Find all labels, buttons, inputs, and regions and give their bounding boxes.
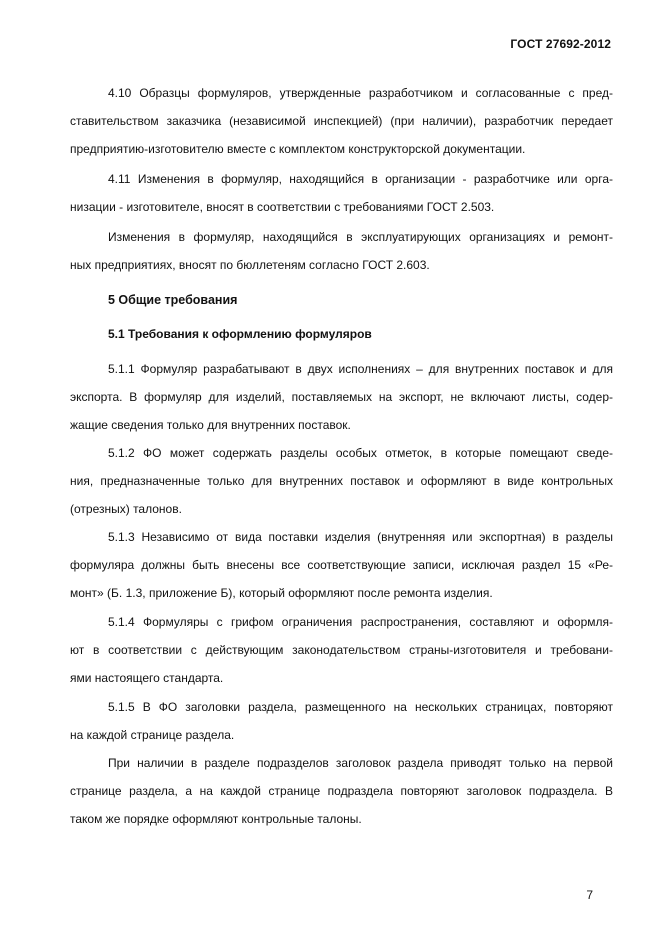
text-line: на каждой странице раздела.	[70, 728, 235, 742]
text-line: странице раздела, а на каждой странице подраздела повторяют заголовок подраздела. В	[70, 784, 613, 798]
text-line: 5.1.2 ФО может содержать разделы особых отметок, в которые помещают сведе-	[108, 446, 613, 460]
text-line: низации - изготовителе, вносят в соответствии с требованиями ГОСТ 2.503.	[70, 200, 495, 214]
text-line: предприятию-изготовителю вместе с комплектом конструкторской документации.	[70, 142, 526, 156]
text-line: экспорта. В формуляр для изделий, поставляемых на экспорт, не включают листы, содер-	[70, 390, 613, 404]
text-line: формуляра должны быть внесены все соответствующие записи, исключая раздел 15 «Ре-	[70, 558, 613, 572]
text-line: (отрезных) талонов.	[70, 502, 182, 516]
page-number: 7	[586, 888, 593, 902]
text-line: монт» (Б. 1.3, приложение Б), который оформляют после ремонта изделия.	[70, 586, 493, 600]
text-line: Изменения в формуляр, находящийся в эксплуатирующих организациях и ремонт-	[108, 230, 613, 244]
text-line: 4.11 Изменения в формуляр, находящийся в организации - разработчике или орга-	[108, 172, 613, 186]
section-heading: 5 Общие требования	[108, 293, 238, 307]
subsection-heading: 5.1 Требования к оформлению формуляров	[108, 327, 372, 341]
text-line: ют в соответствии с действующим законодательством страны-изготовителя и требовани-	[70, 643, 613, 657]
text-line: жащие сведения только для внутренних поставок.	[70, 418, 351, 432]
text-line: 5.1.5 В ФО заголовки раздела, размещенного на нескольких страницах, повторяют	[108, 700, 613, 714]
text-line: ями настоящего стандарта.	[70, 671, 224, 685]
text-line: 5.1.1 Формуляр разрабатывают в двух исполнениях – для внутренних поставок и для	[108, 362, 613, 376]
text-line: 4.10 Образцы формуляров, утвержденные разработчиком и согласованные с пред-	[108, 86, 613, 100]
text-line: ставительством заказчика (независимой инспекцией) (при наличии), разработчик передает	[70, 114, 613, 128]
text-line: ных предприятиях, вносят по бюллетеням согласно ГОСТ 2.603.	[70, 258, 430, 272]
text-line: 5.1.4 Формуляры с грифом ограничения распространения, составляют и оформля-	[108, 615, 613, 629]
text-line: 5.1.3 Независимо от вида поставки изделия (внутренняя или экспортная) в разделы	[108, 530, 613, 544]
standard-header: ГОСТ 27692-2012	[510, 37, 611, 51]
text-line: таком же порядке оформляют контрольные талоны.	[70, 812, 362, 826]
text-line: При наличии в разделе подразделов заголовок раздела приводят только на первой	[108, 756, 613, 770]
text-line: ния, предназначенные только для внутренних поставок и оформляют в виде контрольных	[70, 474, 613, 488]
